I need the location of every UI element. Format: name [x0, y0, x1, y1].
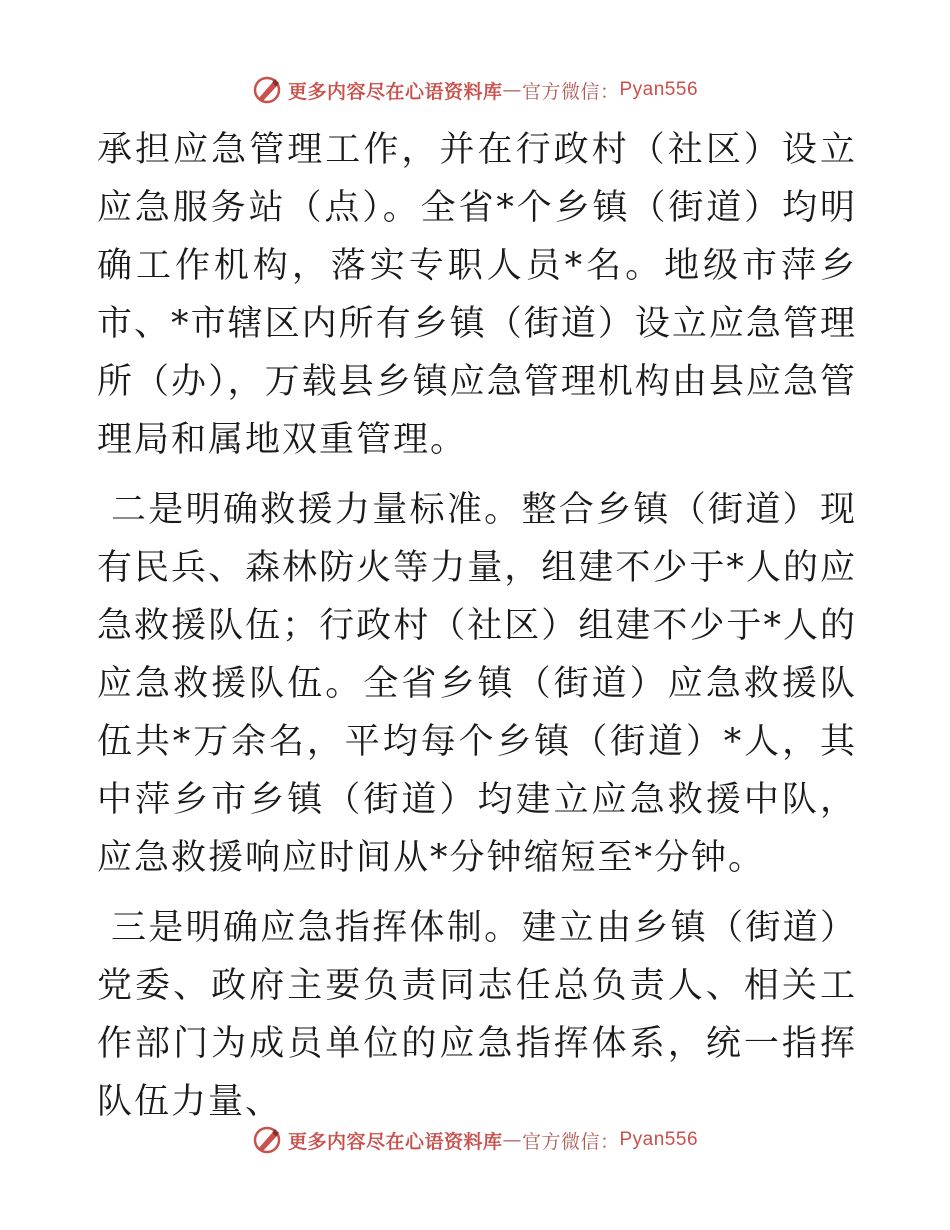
watermark-label: 官方微信： — [521, 80, 620, 103]
pen-logo-icon — [252, 75, 282, 105]
watermark-dash: — — [502, 1129, 522, 1151]
watermark-site-text: 更多内容尽在心语资料库 — [287, 1130, 503, 1153]
footer-watermark — [0, 1120, 950, 1160]
watermark-wechat-id: Pyan556 — [619, 1129, 699, 1150]
pen-logo-icon — [252, 1125, 282, 1155]
watermark-site-text: 更多内容尽在心语资料库 — [287, 80, 503, 103]
watermark-label: 官方微信： — [521, 1130, 620, 1153]
document-body — [97, 121, 857, 1131]
watermark-dash: — — [502, 79, 522, 101]
header-watermark — [0, 70, 950, 110]
paragraph-3: 三是明确应急指挥体制。建立由乡镇（街道）党委、政府主要负责同志任总负责人、相关工作部门为成员单位的应急指挥体系，统一指挥队伍力量、 — [97, 908, 857, 1122]
paragraph-2: 二是明确救援力量标准。整合乡镇（街道）现有民兵、森林防火等力量，组建不少于*人的应急救援队伍；行政村（社区）组建不少于*人的应急救援队伍。全省乡镇（街道）应急救援队伍共*万余名，平均每个乡镇（街道）*人，其中萍乡市乡镇（街道）均建立应急救援中队，应急救援响应时间从*分钟缩短至*分钟。 — [97, 490, 857, 878]
paragraph-1: 承担应急管理工作，并在行政村（社区）设立应急服务站（点）。全省*个乡镇（街道）均明确工作机构，落实专职人员*名。地级市萍乡市、*市辖区内所有乡镇（街道）设立应急管理所（办），万载县乡镇应急管理机构由县应急管理局和属地双重管理。 — [97, 130, 857, 460]
watermark-wechat-id: Pyan556 — [619, 79, 699, 100]
